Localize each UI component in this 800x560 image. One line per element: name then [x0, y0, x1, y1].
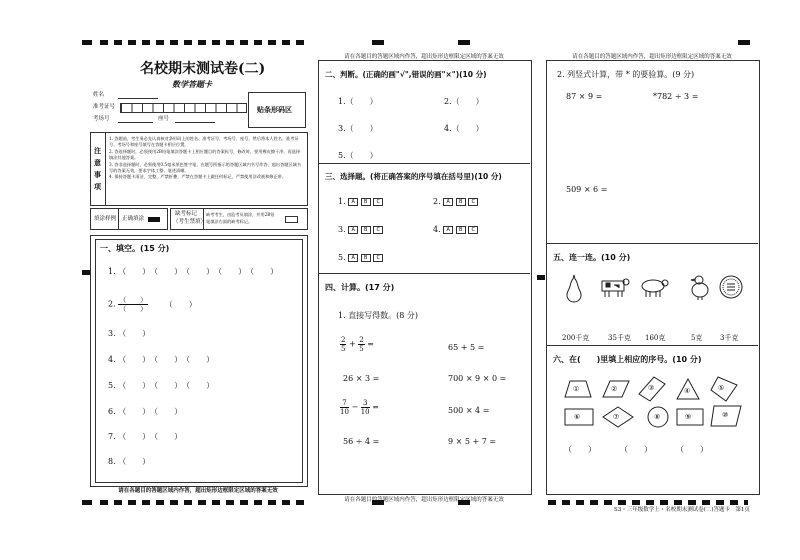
calc-6[interactable]: 500 × 4 =: [448, 406, 490, 415]
sheep-icon: [638, 276, 670, 298]
registration-mark: [738, 40, 750, 45]
vertical-calc-3[interactable]: 509 × 6 =: [566, 185, 608, 194]
judge-4[interactable]: 4.（ ）: [444, 124, 484, 133]
page-title: 名校期末测试卷(二): [140, 61, 266, 77]
q1-num: 1.: [108, 267, 116, 276]
q3-blank[interactable]: （ ）: [118, 329, 151, 338]
footer-banner-middle: 请在各题目的答题区域内作答，超出矩形边框限定区域的答案无效: [344, 497, 504, 503]
note-1: 1. 答题前，考生务必先认真核对条形码上的姓名、准考证号、考场号、座号，然后将本人姓名、准考证号、考场号和座号填写在答题卡相应位置。: [109, 136, 299, 148]
absent-mark-box: 缺考标记 （考生禁填） 缺考考生，由监考员填涂，并用2B铅笔填涂右面的缺考标记。: [170, 208, 308, 230]
footer-banner-left: 请在各题目的答题区域内作答，超出矩形边框限定区域的答案无效: [118, 488, 278, 494]
weight-35kg[interactable]: 35千克: [608, 334, 631, 342]
notes-label: 注 意 事 项: [94, 146, 101, 191]
calc-8[interactable]: 9 × 5 + 7 =: [448, 437, 497, 446]
section-4-sub2: 2. 列竖式计算，带 * 的要验算。(9 分): [557, 70, 695, 79]
vertical-calc-2[interactable]: *782 ÷ 3 =: [653, 92, 699, 101]
section-6-title: 六、在( )里填上相应的序号。(10 分): [553, 355, 702, 364]
registration-mark: [82, 270, 90, 275]
calc-5[interactable]: $\frac{7}{10}$ − $\frac{3}{10}$ =: [340, 399, 379, 416]
exam-no-label: 准考证号: [93, 104, 116, 110]
filled-sample: [148, 217, 160, 222]
exam-no-boxes[interactable]: [120, 103, 247, 113]
fill-example: 填涂样例 正确填涂: [90, 208, 168, 230]
name-label: 姓名: [93, 92, 105, 98]
section-2-title: 二、判断。(正确的画"√",错误的画"×")(10 分): [325, 70, 487, 79]
q2-fraction-blank[interactable]: $\frac{( )}{( )}$: [119, 296, 148, 313]
banner-middle: 请在各题目的答题区域内作答，超出矩形边框限定区域的答案无效: [344, 54, 504, 60]
q4-blanks[interactable]: （ ） （ ） （ ）: [118, 355, 215, 364]
weight-160g[interactable]: 160克: [645, 334, 666, 342]
choice-3[interactable]: 3. A B C: [338, 225, 383, 234]
registration-mark: [458, 40, 470, 45]
q2-blank[interactable]: （ ）: [164, 299, 197, 309]
q8-blank[interactable]: （ ）: [118, 457, 151, 466]
choice-2[interactable]: 2. A B C: [433, 197, 478, 206]
q1-blanks[interactable]: （ ） （ ） （ ） （ ） （ ）: [118, 267, 279, 276]
weight-200kg[interactable]: 200千克: [562, 334, 590, 342]
vertical-calc-1[interactable]: 87 × 9 =: [566, 92, 603, 101]
page-subtitle: 数学答题卡: [172, 79, 212, 89]
calc-1[interactable]: $\frac{2}{5}$ + $\frac{2}{5}$ =: [341, 336, 374, 353]
absent-checkbox[interactable]: [285, 216, 298, 223]
notes-box: [90, 132, 308, 206]
seat-label: 座号: [158, 116, 170, 122]
section-1-title: 一、填空。(15 分): [100, 244, 170, 253]
coin-icon: [718, 274, 744, 300]
calc-7[interactable]: 56 ÷ 4 =: [343, 437, 380, 446]
q6-blanks[interactable]: （ ） （ ）: [118, 407, 183, 416]
room-label: 考场号: [93, 116, 110, 122]
calc-3[interactable]: 26 × 3 =: [343, 374, 380, 383]
section-4-sub1: 1. 直接写得数。(8 分): [338, 311, 419, 320]
pear-icon: [564, 273, 584, 303]
weight-5g[interactable]: 5克: [691, 334, 703, 342]
registration-mark: [537, 275, 545, 280]
q7-blanks[interactable]: （ ） （ ）: [118, 432, 183, 441]
q5-blanks[interactable]: （ ） （ ） （ ）: [118, 381, 215, 390]
choice-1[interactable]: 1. A B C: [338, 197, 383, 206]
judge-3[interactable]: 3.（ ）: [338, 124, 378, 133]
section-4-title: 四、计算。(17 分): [325, 283, 395, 292]
judge-5[interactable]: 5.（ ）: [338, 151, 378, 160]
choice-5[interactable]: 5. A B C: [338, 253, 383, 262]
bottom-dash-line: [100, 500, 305, 505]
registration-mark: [372, 40, 384, 45]
calc-4[interactable]: 700 × 9 × 0 =: [448, 374, 507, 383]
footer-page-info: S3・三年级数学上・名校期末测试卷(二)答题卡 第1页: [613, 507, 750, 513]
note-3: 3. 答非选择题时，必须使用0.5毫米黑色签字笔，在题号所指示的答题区域内书写作答，超出答题区域书写的答案无效，要求字体工整、笔迹清晰。: [109, 161, 302, 174]
cow-icon: [596, 276, 630, 298]
calc-2[interactable]: 65 + 5 =: [448, 343, 485, 352]
section-3-title: 三、选择题。(将正确答案的序号填在括号里)(10 分): [325, 172, 502, 181]
choice-4[interactable]: 4. A B C: [433, 225, 478, 234]
chick-icon: [686, 273, 710, 301]
barcode-area: 贴条形码区: [248, 92, 306, 128]
section-5-title: 五、连一连。(10 分): [553, 253, 631, 262]
registration-mark: [82, 40, 92, 45]
judge-2[interactable]: 2.（ ）: [444, 97, 484, 106]
shape-answer-blanks[interactable]: （ ） （ ） （ ）: [564, 445, 708, 454]
registration-mark: [82, 500, 92, 505]
banner-right: 请在各题目的答题区域内作答，超出矩形边框限定区域的答案无效: [572, 54, 732, 60]
top-dash-line: [100, 40, 305, 45]
judge-1[interactable]: 1.（ ）: [338, 97, 378, 106]
weight-3kg[interactable]: 3千克: [720, 334, 739, 342]
note-2: 2. 答选择题时，必须使用2B铅笔填涂答题卡上相应题目的答案标号，修改时，要用橡皮擦干净，再选择填涂其他答案。: [109, 148, 301, 161]
note-4: 4. 保持答题卡清洁、完整，严禁折叠、严禁在答题卡上做任何标记，严禁使用涂改液和修正带。: [109, 174, 287, 180]
